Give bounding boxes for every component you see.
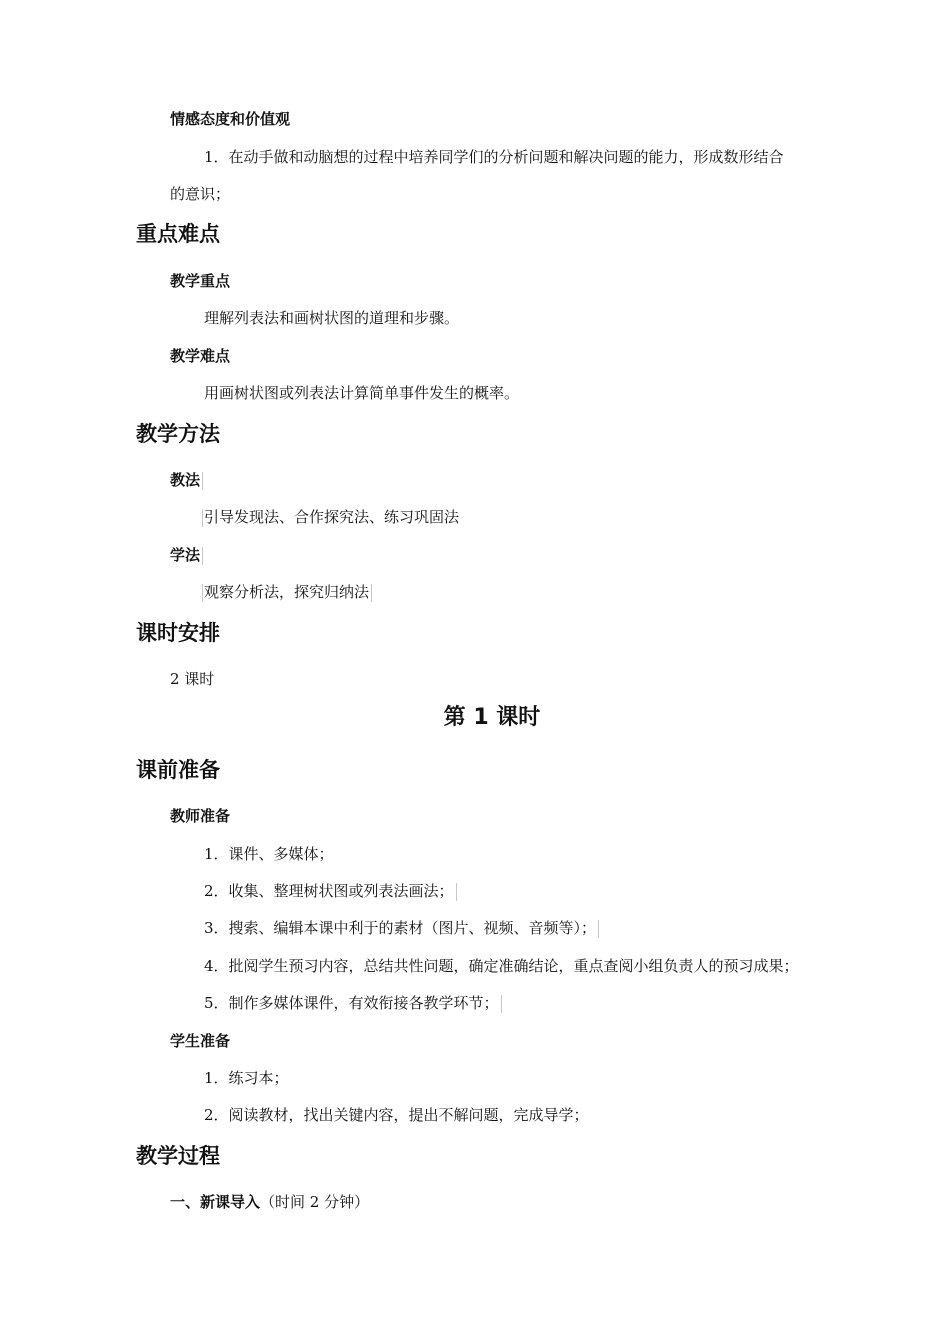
lesson-title: 第 1 课时 <box>443 705 541 730</box>
preparation-heading: 课前准备 <box>136 758 220 782</box>
step1-heading <box>170 1191 369 1212</box>
teaching-method-label: 教法 <box>170 471 201 489</box>
teacher-prep-item <box>204 917 599 938</box>
text-cursor-marker <box>501 995 502 1013</box>
teacher-prep-item: 1．课件、多媒体； <box>204 845 334 863</box>
emotion-item-line1: 1．在动手做和动脑想的过程中培养同学们的分析问题和解决问题的能力，形成数形结合 <box>204 148 784 166</box>
text-cursor-marker <box>202 509 203 527</box>
teacher-prep-item <box>204 992 502 1013</box>
learning-method-text <box>202 581 372 602</box>
text-cursor-marker <box>456 883 457 901</box>
emotion-item-line2: 的意识； <box>170 185 231 203</box>
text-cursor-marker <box>371 584 372 602</box>
learning-method-heading <box>170 544 203 565</box>
teaching-method-heading <box>170 469 203 490</box>
learning-method-label: 学法 <box>170 546 201 564</box>
text-cursor-marker <box>202 472 203 490</box>
teacher-prep-item-text: 2．收集、整理树状图或列表法画法； <box>204 882 454 900</box>
key-points-heading: 重点难点 <box>136 222 220 246</box>
focus-text: 理解列表法和画树状图的道理和步骤。 <box>204 309 460 327</box>
learning-method-value: 观察分析法，探究归纳法 <box>204 583 370 601</box>
difficulty-heading: 教学难点 <box>170 347 231 365</box>
step1-title: 一、新课导入 <box>170 1193 261 1211</box>
teacher-prep-item <box>204 880 457 901</box>
methods-heading: 教学方法 <box>136 422 220 446</box>
teacher-prep-item: 4．批阅学生预习内容，总结共性问题，确定准确结论，重点查阅小组负责人的预习成果； <box>204 957 799 975</box>
teacher-prep-item-text: 5．制作多媒体课件，有效衔接各教学环节； <box>204 994 499 1012</box>
text-cursor-marker <box>202 547 203 565</box>
step1-time: （时间 2 分钟） <box>260 1193 370 1211</box>
teacher-prep-item-text: 3．搜索、编辑本课中利于的素材（图片、视频、音频等）； <box>204 919 597 937</box>
process-heading: 教学过程 <box>136 1144 220 1168</box>
student-prep-item: 2．阅读教材，找出关键内容，提出不解问题，完成导学； <box>204 1106 589 1124</box>
teacher-prep-heading: 教师准备 <box>170 807 231 825</box>
text-cursor-marker <box>598 920 599 938</box>
difficulty-text: 用画树状图或列表法计算简单事件发生的概率。 <box>204 384 520 402</box>
student-prep-item: 1．练习本； <box>204 1069 289 1087</box>
emotion-heading: 情感态度和价值观 <box>170 110 291 128</box>
teaching-method-text <box>202 506 459 527</box>
teaching-method-value: 引导发现法、合作探究法、练习巩固法 <box>204 508 460 526</box>
focus-heading: 教学重点 <box>170 272 231 290</box>
student-prep-heading: 学生准备 <box>170 1032 231 1050</box>
schedule-text: 2 课时 <box>170 670 215 688</box>
text-cursor-marker <box>202 584 203 602</box>
schedule-heading: 课时安排 <box>136 621 220 645</box>
